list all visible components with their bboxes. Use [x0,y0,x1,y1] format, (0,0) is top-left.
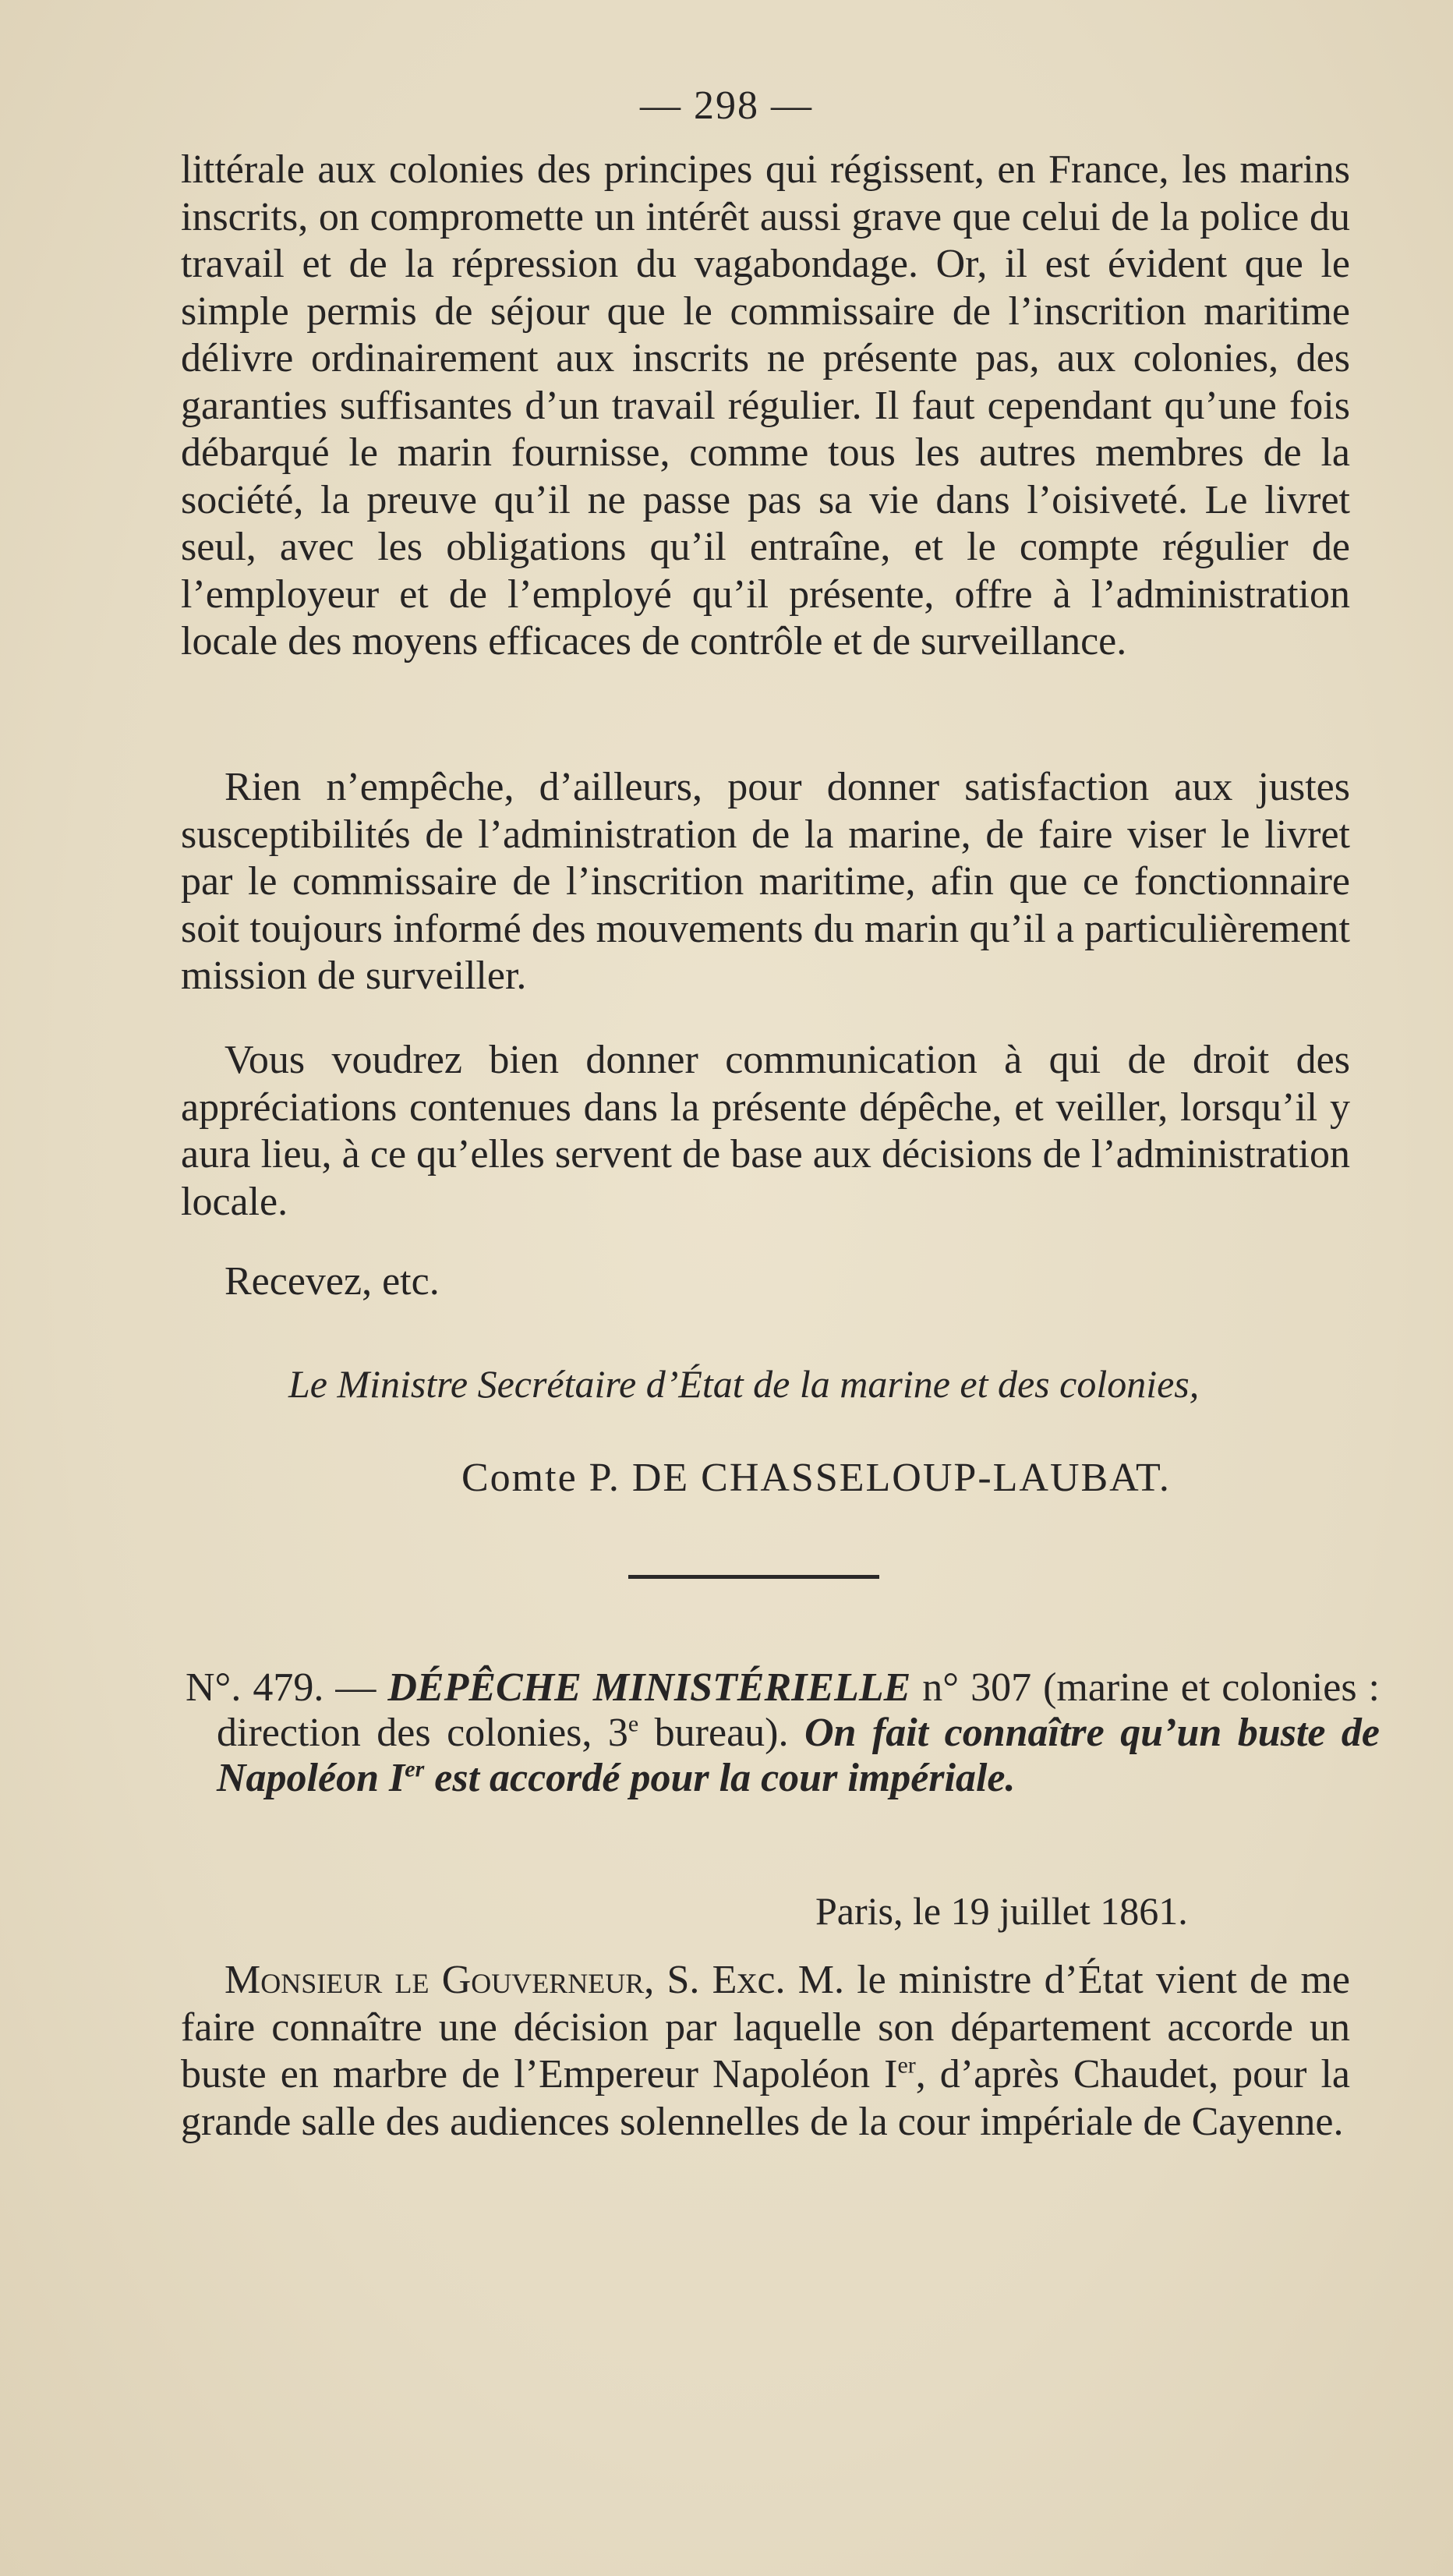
signature-title: Le Ministre Secrétaire d’État de la marine et des colonies, [288,1362,1200,1406]
entry-heading [186,1665,1380,1801]
entry-body-a: S. Exc. M. le ministre d’État vient de me faire connaître une décision par laquelle son département accorde un buste en marbre de l’Empereur Napoléon I [181,1958,1350,2097]
page-number: — 298 — [640,83,813,128]
entry-reference: n° 307 (marine et colonies : direction des colonies, 3 [217,1665,1380,1755]
entry-reference-sup: e [628,1711,639,1737]
paragraph-block-3 [181,1037,1350,1226]
entry-body-sup: er [897,2052,916,2079]
entry-body [181,1957,1350,2146]
letter-body [181,147,1350,666]
closing-formula: Recevez, etc. [224,1259,440,1304]
entry-title: DÉPÊCHE MINISTÉRIELLE [387,1665,911,1710]
section-divider [628,1575,879,1579]
paragraph-continuation: littérale aux colonies des principes qui régissent, en France, les marins inscrits, on compromette un intérêt aussi grave que celui de la police du travail et de la répression du vagabondage. Or, il est évident que le simple permis de séjour que le commissaire de l’inscrition maritime délivre ordinairement aux inscrits ne présente pas, aux colonies, des garanties suffisantes d’un travail régulier. Il faut cependant qu’une fois débarqué le marin fournisse, comme tous les autres membres de la société, la preuve qu’il ne passe pas sa vie dans l’oisiveté. Le livret seul, avec les obligations qu’il entraîne, et le compte régulier de l’employeur et de l’employé qu’il présente, offre à l’administration locale des moyens efficaces de contrôle et de surveillance. [181,147,1350,663]
paragraph-second: Rien n’empêche, d’ailleurs, pour donner satisfaction aux justes susceptibilités de l’administration de la marine, de faire viser le livret par le commissaire de l’inscrition maritime, afin que ce fonctionnaire soit toujours informé des mouvements du marin qu’il a particulièrement mission de surveiller. [181,765,1350,998]
entry-number: N°. 479. — [186,1665,377,1710]
signature-name: Comte P. DE CHASSELOUP-LAUBAT. [461,1456,1171,1500]
paragraph-block-2 [181,764,1350,1000]
entry-reference-end: bureau). [638,1711,789,1755]
entry-summary-b: est accordé pour la cour impériale. [424,1756,1016,1800]
salutation: Monsieur le Gouverneur, [224,1958,655,2002]
entry-body-block [181,1957,1350,2146]
paragraph-third: Vous voudrez bien donner communication à qui de droit des appréciations contenues dans la présente dépêche, et veiller, lorsqu’il y aura lieu, à ce qu’elles servent de base aux décisions de l’administration locale. [181,1038,1350,1224]
letter-date: Paris, le 19 juillet 1861. [815,1889,1188,1933]
entry-summary-a: On fait connaître qu’un buste de Napoléon I [217,1711,1381,1800]
entry-summary-sup: er [405,1756,425,1782]
closing-block [181,1258,1350,1305]
entry-body-b: , d’après Chaudet, pour la grande salle des audiences solennelles de la cour impériale de Cayenne. [181,2052,1350,2144]
